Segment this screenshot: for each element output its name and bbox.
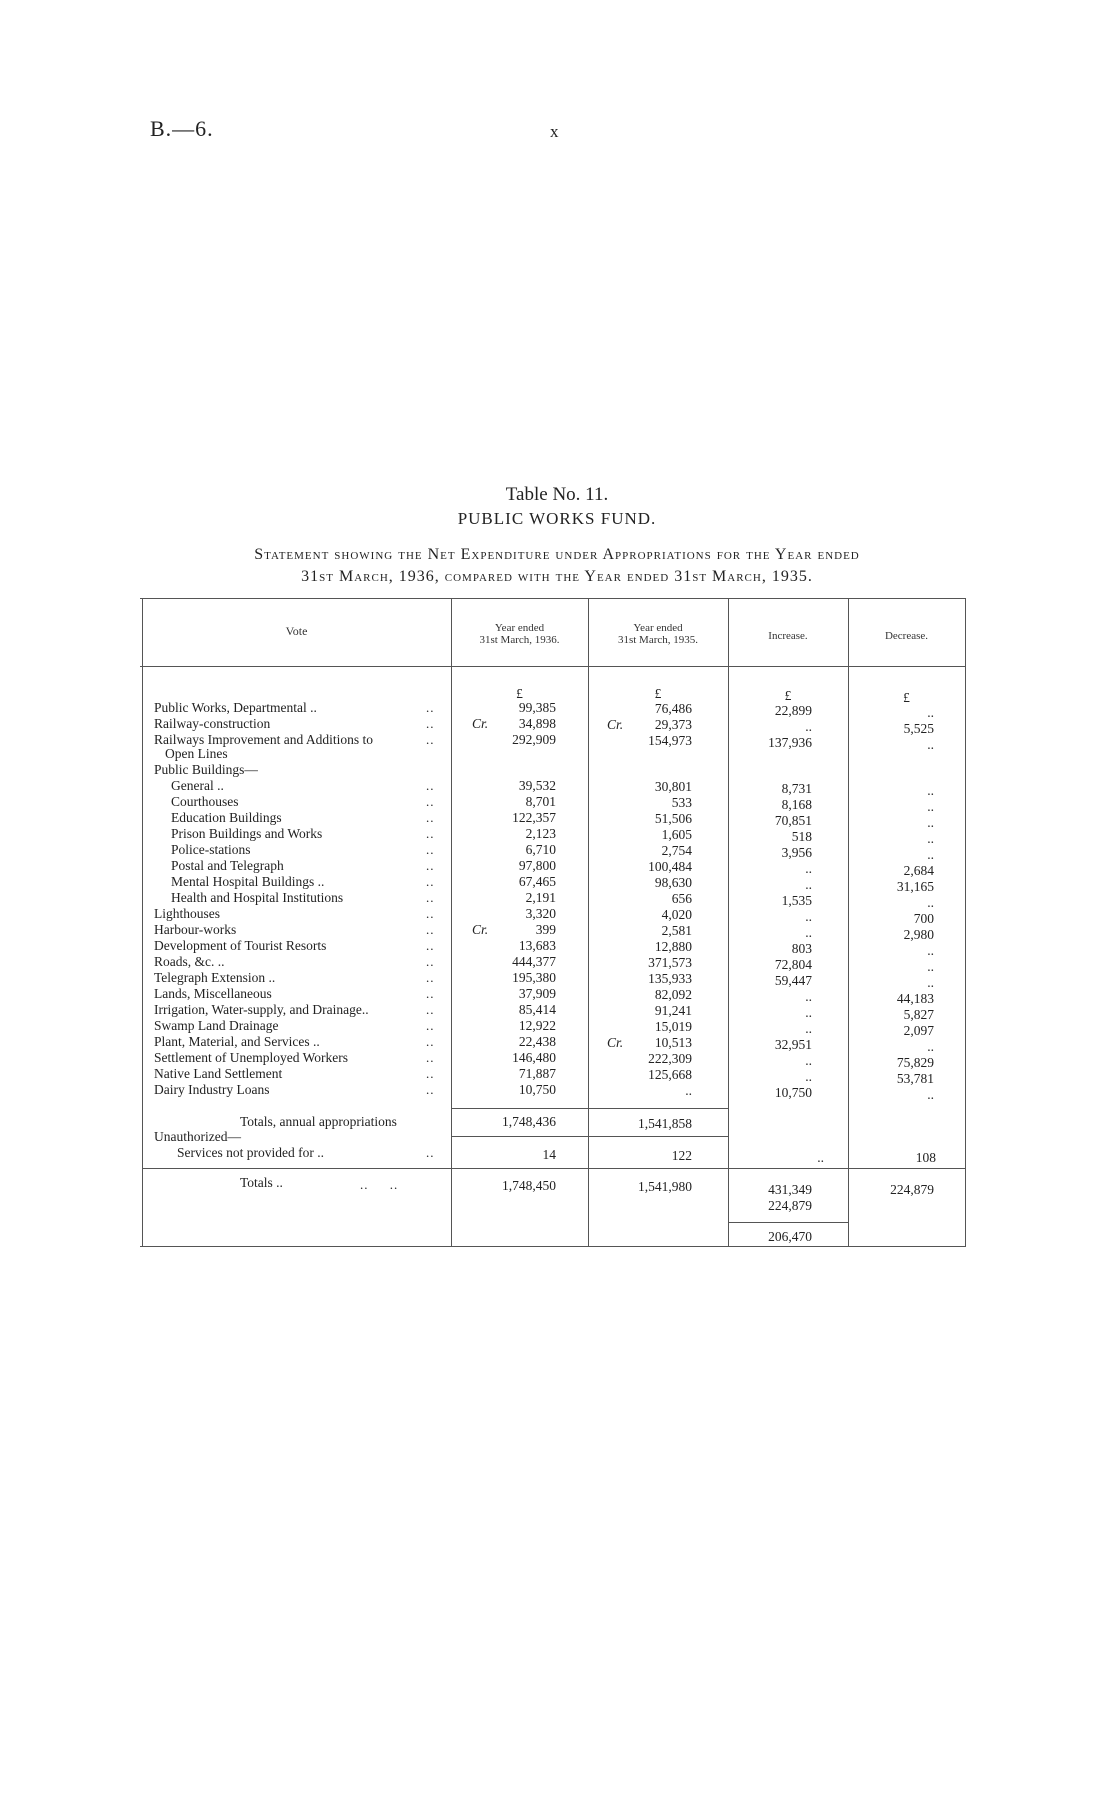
net-rule — [728, 1222, 848, 1223]
value-1936: 34,898 — [518, 716, 556, 731]
fund-title: PUBLIC WORKS FUND. — [457, 509, 657, 528]
row-leader: .. — [426, 700, 435, 715]
value-1935: 1,605 — [661, 827, 692, 842]
value-increase: 3,956 — [781, 845, 812, 860]
table-bottom-rule — [140, 1246, 966, 1247]
value-decrease: .. — [927, 975, 934, 990]
value-1935: 15,019 — [654, 1019, 692, 1034]
services-increase: .. — [817, 1150, 824, 1165]
services-label: Services not provided for .. — [177, 1145, 324, 1160]
header-year-1935-line2: 31st March, 1935. — [617, 634, 699, 646]
value-1935: 82,092 — [654, 987, 692, 1002]
value-decrease: .. — [927, 705, 934, 720]
statement-title — [142, 544, 972, 588]
row-label: Police-stations — [171, 842, 251, 857]
header-year-1935-line1: Year ended — [633, 622, 683, 634]
value-decrease: 5,827 — [903, 1007, 934, 1022]
currency-increase: £ — [784, 688, 792, 703]
value-increase: 59,447 — [774, 973, 812, 988]
value-1936: 71,887 — [518, 1066, 556, 1081]
row-leader: .. — [426, 922, 435, 937]
credit-marker-1936: Cr. — [472, 716, 489, 731]
column-rule-left — [142, 598, 143, 1246]
row-leader: .. — [426, 1018, 435, 1033]
annual-total-1936: 1,748,436 — [502, 1114, 556, 1129]
value-1936: 6,710 — [525, 842, 556, 857]
row-label: Railway-construction — [154, 716, 271, 731]
total-decrease: 224,879 — [890, 1182, 934, 1197]
row-leader: .. — [426, 1034, 435, 1049]
services-1935: 122 — [671, 1148, 692, 1163]
value-1936: 13,683 — [518, 938, 556, 953]
credit-marker-1935: Cr. — [607, 1035, 624, 1050]
row-label: Irrigation, Water-supply, and Drainage.. — [154, 1002, 369, 1017]
value-increase: .. — [805, 877, 812, 892]
totals-label: Totals .. — [240, 1175, 283, 1190]
row-label: Harbour-works — [154, 922, 237, 937]
value-1935: .. — [685, 1083, 692, 1098]
row-leader: .. — [426, 732, 435, 747]
value-1935: 98,630 — [654, 875, 692, 890]
value-decrease: .. — [927, 895, 934, 910]
value-decrease: 31,165 — [896, 879, 934, 894]
row-label: Education Buildings — [171, 810, 282, 825]
value-increase: .. — [805, 909, 812, 924]
row-leader: .. — [426, 810, 435, 825]
value-increase: 137,936 — [768, 735, 812, 750]
value-1935: 154,973 — [648, 733, 692, 748]
value-decrease: 700 — [913, 911, 934, 926]
row-leader: .. — [426, 826, 435, 841]
value-increase: 803 — [791, 941, 812, 956]
row-leader: .. — [426, 858, 435, 873]
header-year-1936-line2: 31st March, 1936. — [479, 634, 560, 646]
row-label: Telegraph Extension .. — [154, 970, 276, 985]
row-label: Public Buildings— — [154, 762, 258, 777]
value-increase: 10,750 — [774, 1085, 812, 1100]
value-1935: 125,668 — [648, 1067, 692, 1082]
row-leader: .. — [426, 842, 435, 857]
value-increase: 70,851 — [774, 813, 812, 828]
value-1936: 2,123 — [525, 826, 556, 841]
column-rule-right — [965, 598, 966, 1246]
value-1935: 91,241 — [654, 1003, 692, 1018]
row-leader: .. — [426, 1050, 435, 1065]
value-1935: 2,581 — [661, 923, 692, 938]
unauthorized-label: Unauthorized— — [154, 1129, 241, 1144]
value-decrease: 2,980 — [903, 927, 934, 942]
value-1935: 29,373 — [654, 717, 692, 732]
header-vote: Vote — [285, 624, 308, 638]
row-label: Plant, Material, and Services .. — [154, 1034, 320, 1049]
row-label: Lighthouses — [154, 906, 220, 921]
header-year-1936-line1: Year ended — [494, 622, 545, 634]
value-1935: 12,880 — [654, 939, 692, 954]
row-label: Prison Buildings and Works — [171, 826, 323, 841]
value-1935: 10,513 — [654, 1035, 692, 1050]
value-decrease: .. — [927, 1087, 934, 1102]
value-1936: 399 — [535, 922, 556, 937]
value-increase: .. — [805, 861, 812, 876]
value-1936: 12,922 — [518, 1018, 556, 1033]
value-1936: 10,750 — [518, 1082, 556, 1097]
value-increase: .. — [805, 1021, 812, 1036]
value-decrease: 2,684 — [903, 863, 934, 878]
row-leader: .. — [426, 938, 435, 953]
net-increase: 206,470 — [768, 1229, 812, 1244]
row-leader: .. — [426, 986, 435, 1001]
row-leader: .. — [426, 970, 435, 985]
value-1936: 122,357 — [512, 810, 556, 825]
row-label: Health and Hospital Institutions — [171, 890, 344, 905]
value-1935: 76,486 — [654, 701, 692, 716]
row-leader: .. — [426, 778, 435, 793]
row-label: Postal and Telegraph — [171, 858, 284, 873]
page-reference: B.—6. — [150, 116, 214, 141]
value-increase: .. — [805, 1069, 812, 1084]
value-1936: 85,414 — [518, 1002, 556, 1017]
value-1935: 135,933 — [648, 971, 692, 986]
value-decrease: .. — [927, 847, 934, 862]
row-label: Railways Improvement and Additions to — [154, 732, 373, 747]
services-decrease: 108 — [915, 1150, 936, 1165]
row-leader: .. — [426, 1066, 435, 1081]
row-label: Swamp Land Drainage — [154, 1018, 279, 1033]
value-1935: 100,484 — [648, 859, 692, 874]
row-label: Public Works, Departmental .. — [154, 700, 317, 715]
value-1936: 8,701 — [525, 794, 556, 809]
value-increase: 22,899 — [774, 703, 812, 718]
value-increase: .. — [805, 1005, 812, 1020]
row-leader: .. — [426, 890, 435, 905]
value-1935: 371,573 — [648, 955, 692, 970]
row-label: Mental Hospital Buildings .. — [171, 874, 325, 889]
value-1936: 22,438 — [518, 1034, 556, 1049]
annual-total-1935: 1,541,858 — [638, 1116, 692, 1131]
value-decrease: .. — [927, 737, 934, 752]
row-label: Roads, &c. .. — [154, 954, 225, 969]
table-top-rule — [140, 598, 966, 599]
value-1936: 97,800 — [518, 858, 556, 873]
value-1936: 2,191 — [525, 890, 556, 905]
value-increase: 8,731 — [781, 781, 812, 796]
row-leader: .. — [426, 716, 435, 731]
value-decrease: .. — [927, 799, 934, 814]
table-number: Table No. 11. — [505, 484, 609, 505]
header-year-1935 — [588, 622, 728, 646]
value-increase: .. — [805, 989, 812, 1004]
value-1935: 51,506 — [654, 811, 692, 826]
value-1936: 37,909 — [518, 986, 556, 1001]
row-label: General .. — [171, 778, 224, 793]
currency-1935: £ — [654, 686, 662, 701]
value-increase: 32,951 — [774, 1037, 812, 1052]
header-increase: Increase. — [768, 630, 808, 642]
header-bottom-rule — [140, 666, 966, 667]
currency-decrease: £ — [903, 690, 910, 705]
less-decrease: 224,879 — [768, 1198, 812, 1213]
value-increase: .. — [805, 1053, 812, 1068]
value-decrease: .. — [927, 783, 934, 798]
value-1935: 2,754 — [661, 843, 692, 858]
value-decrease: 75,829 — [896, 1055, 934, 1070]
value-increase: 8,168 — [781, 797, 812, 812]
row-label: Settlement of Unemployed Workers — [154, 1050, 348, 1065]
credit-marker-1936: Cr. — [472, 922, 489, 937]
statement-line-2: 31st March, 1936, compared with the Year ended 31st March, 1935. — [301, 568, 813, 585]
value-1935: 656 — [671, 891, 692, 906]
value-decrease: 2,097 — [903, 1023, 934, 1038]
services-1936: 14 — [542, 1147, 556, 1162]
row-label: Lands, Miscellaneous — [154, 986, 272, 1001]
annual-totals-rule — [451, 1108, 728, 1109]
value-decrease: 44,183 — [896, 991, 934, 1006]
row-label: Development of Tourist Resorts — [154, 938, 327, 953]
value-decrease: .. — [927, 959, 934, 974]
row-label: Native Land Settlement — [154, 1066, 283, 1081]
row-leader: .. — [426, 874, 435, 889]
value-1936: 444,377 — [512, 954, 556, 969]
value-1936: 146,480 — [512, 1050, 556, 1065]
header-decrease: Decrease. — [884, 630, 929, 642]
value-1936: 292,909 — [512, 732, 556, 747]
value-1935: 222,309 — [648, 1051, 692, 1066]
value-decrease: .. — [927, 815, 934, 830]
totals-leader: .. .. — [360, 1177, 399, 1192]
statement-line-1: Statement showing the Net Expenditure under Appropriations for the Year ended — [254, 546, 860, 563]
value-1936: 3,320 — [525, 906, 556, 921]
total-1936: 1,748,450 — [502, 1178, 556, 1193]
annual-totals-label: Totals, annual appropriations — [240, 1114, 397, 1129]
header-year-1936 — [451, 622, 588, 646]
value-1936: 39,532 — [518, 778, 556, 793]
value-1935: 30,801 — [654, 779, 692, 794]
page-number: x — [550, 122, 559, 141]
value-1936: 99,385 — [518, 700, 556, 715]
row-leader: .. — [426, 794, 435, 809]
value-1935: 533 — [671, 795, 692, 810]
total-increase: 431,349 — [768, 1182, 812, 1197]
currency-1936: £ — [516, 686, 523, 701]
row-leader: .. — [426, 1082, 435, 1097]
grand-totals-rule — [142, 1168, 965, 1169]
row-leader: .. — [426, 1002, 435, 1017]
services-leader: .. — [426, 1145, 435, 1160]
row-label: Dairy Industry Loans — [154, 1082, 270, 1097]
row-label: Courthouses — [171, 794, 239, 809]
value-1936: 67,465 — [518, 874, 556, 889]
value-increase: .. — [805, 925, 812, 940]
row-leader: .. — [426, 906, 435, 921]
value-decrease: 5,525 — [903, 721, 934, 736]
row-leader: .. — [426, 954, 435, 969]
value-decrease: .. — [927, 1039, 934, 1054]
value-decrease: .. — [927, 831, 934, 846]
total-1935: 1,541,980 — [638, 1179, 692, 1194]
value-increase: 518 — [791, 829, 812, 844]
value-decrease: .. — [927, 943, 934, 958]
value-decrease: 53,781 — [896, 1071, 934, 1086]
row-label-continued: Open Lines — [165, 746, 228, 761]
value-increase: .. — [805, 719, 812, 734]
value-1935: 4,020 — [661, 907, 692, 922]
value-increase: 1,535 — [781, 893, 812, 908]
annual-totals-rule-lower — [451, 1136, 728, 1137]
credit-marker-1935: Cr. — [607, 717, 624, 732]
value-increase: 72,804 — [774, 957, 812, 972]
value-1936: 195,380 — [512, 970, 556, 985]
